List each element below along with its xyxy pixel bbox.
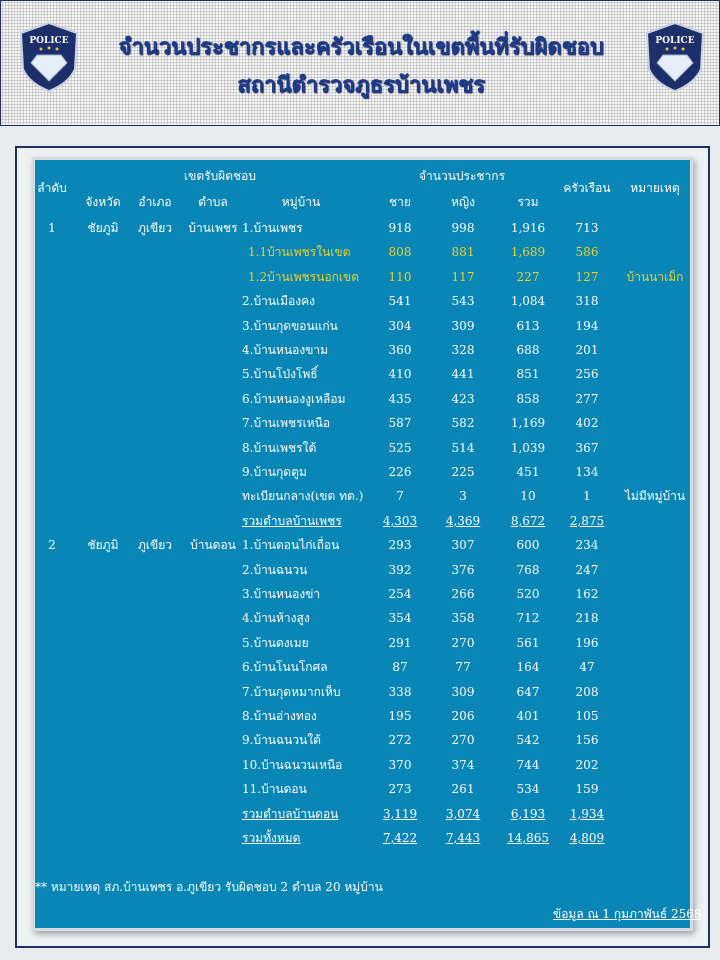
table-cell-households: 47 [579,660,595,675]
table-cell-total: 744 [516,757,540,772]
table-cell-male: 354 [388,611,412,626]
table-cell-female: 117 [451,269,475,284]
table-cell-village: 1.2บ้านเพชรนอกเขต [248,269,360,284]
table-cell-total: 561 [516,635,540,650]
table-cell-households: 318 [575,294,599,309]
table-cell-male: 525 [388,440,412,455]
header-area-group: เขตรับผิดชอบ [184,169,256,183]
table-cell-village: รวมตำบลบ้านเพชร [242,513,342,528]
table-cell-male: 293 [388,538,412,553]
table-cell-female: 7,443 [445,831,481,845]
header-subdistrict: ตำบล [198,195,228,209]
table-cell-households: 202 [575,757,599,772]
table-cell-households: 105 [575,709,599,723]
table-cell-male: 195 [388,709,412,723]
table-cell-male: 110 [388,269,412,284]
table-cell-male: 435 [388,391,412,406]
table-cell-households: 586 [575,245,599,260]
table-cell-households: 162 [575,587,599,601]
table-cell-households: 1,934 [569,806,605,821]
table-cell-female: 358 [451,611,475,626]
data-date: ข้อมูล ณ 1 กุมภาพันธ์ 2568 [553,907,702,921]
table-cell-village: 1.1บ้านเพชรในเขต [248,245,351,260]
table-cell-households: 156 [575,733,599,748]
population-table [35,160,702,928]
table-cell-subdistrict: บ้านดอน [190,538,236,553]
table-cell-province: ชัยภูมิ [87,221,119,235]
table-cell-female: 376 [451,562,475,577]
table-cell-village: 11.บ้านดอน [242,782,307,797]
table-cell-female: 881 [451,245,475,260]
table-cell-female: 309 [451,318,475,333]
table-cell-male: 370 [388,757,412,772]
table-cell-households: 218 [575,611,599,626]
table-cell-female: 3,074 [445,806,481,821]
header-total: รวม [517,195,539,209]
table-cell-female: 328 [451,343,475,357]
table-cell-households: 247 [575,562,599,577]
table-cell-village: ทะเบียนกลาง(เขต ทต.) [242,489,364,504]
table-cell-male: 392 [388,562,412,577]
table-cell-total: 600 [516,538,540,553]
table-cell-households: 4,809 [569,831,605,845]
header-population-group: จำนวนประชากร [418,169,506,183]
table-cell-male: 254 [388,587,412,601]
table-cell-village: 4.บ้านห้างสูง [242,611,310,626]
table-cell-village: 2.บ้านเมืองคง [242,294,315,309]
svg-text:POLICE: POLICE [655,36,695,46]
table-cell-village: 4.บ้านหนองขาม [242,343,329,357]
table-cell-village: 3.บ้านกุดขอนแก่น [242,318,338,333]
table-cell-female: 543 [451,294,475,309]
table-cell-male: 87 [392,660,408,675]
table-cell-male: 3,119 [382,806,418,821]
table-cell-female: 307 [451,538,475,553]
table-cell-order: 2 [48,538,56,553]
table-cell-village: 9.บ้านฉนวนใต้ [242,733,321,748]
table-cell-male: 273 [388,782,412,797]
table-cell-total: 451 [516,465,540,479]
svg-text:POLICE: POLICE [29,36,69,46]
table-cell-total: 227 [516,269,540,284]
table-cell-village: 3.บ้านหนองข่า [242,587,321,601]
table-cell-female: 261 [451,782,475,797]
table-cell-female: 3 [459,489,467,504]
table-cell-total: 647 [516,684,540,699]
table-cell-male: 291 [388,635,412,650]
header-village: หมู่บ้าน [281,195,321,209]
footer-note: ** หมายเหตุ สภ.บ้านเพชร อ.ภูเขียว รับผิดชอบ 2 ตำบล 20 หมู่บ้าน [35,880,383,894]
table-cell-female: 270 [451,635,475,650]
table-cell-female: 77 [455,660,471,675]
table-cell-total: 1,689 [510,245,546,260]
table-cell-village: 2.บ้านฉนวน [242,562,308,577]
table-cell-households: 134 [575,465,599,479]
table-cell-male: 918 [388,221,412,235]
table-cell-male: 360 [388,343,412,357]
table-cell-total: 14,865 [507,831,549,845]
table-cell-total: 10 [520,489,536,504]
table-cell-households: 194 [575,318,599,333]
table-cell-male: 541 [388,294,412,309]
table-cell-total: 1,084 [510,294,546,309]
table-cell-total: 6,193 [510,806,546,821]
page-title: จำนวนประชากรและครัวเรือนในเขตพื้นที่รับผิดชอบ [118,35,604,60]
table-cell-male: 272 [388,733,412,748]
table-cell-total: 613 [516,318,540,333]
police-badge-icon [645,21,705,93]
header-male: ชาย [389,195,411,209]
table-cell-male: 410 [388,367,412,382]
table-cell-female: 206 [451,709,475,723]
table-cell-subdistrict: บ้านเพชร [188,221,238,235]
table-cell-female: 4,369 [445,513,481,528]
header-province: จังหวัด [85,195,121,209]
table-cell-female: 270 [451,733,475,748]
table-cell-village: 1.บ้านดอนไก่เถื่อน [242,538,340,553]
table-cell-female: 514 [451,440,475,455]
table-cell-village: 10.บ้านฉนวนเหนือ [242,757,343,772]
table-cell-total: 1,169 [510,416,546,431]
table-cell-village: 5.บ้านดงเมย [242,635,309,650]
table-cell-female: 998 [451,221,475,235]
table-cell-households: 159 [575,782,599,797]
table-cell-district: ภูเขียว [138,221,172,235]
table-cell-households: 201 [575,343,599,357]
table-cell-total: 542 [516,733,540,748]
table-cell-households: 367 [575,440,599,455]
table-cell-households: 1 [583,489,591,504]
table-cell-total: 768 [516,562,540,577]
table-cell-households: 127 [575,269,599,284]
table-cell-total: 858 [516,391,540,406]
table-cell-male: 304 [388,318,412,333]
table-cell-households: 256 [575,367,599,382]
table-cell-village: 7.บ้านกุดหมากเห็บ [242,684,341,699]
table-cell-male: 7,422 [382,831,418,845]
table-cell-remark: ไม่มีหมู่บ้าน [624,489,686,504]
table-cell-total: 401 [516,709,540,723]
table-cell-male: 587 [388,416,412,431]
table-cell-households: 402 [575,416,599,431]
table-cell-total: 851 [516,367,540,382]
table-cell-total: 164 [516,660,540,675]
table-cell-households: 713 [575,221,599,235]
table-cell-village: 9.บ้านกุดตูม [242,465,307,479]
table-cell-households: 208 [575,684,599,699]
table-cell-male: 7 [396,489,404,504]
table-cell-remark: บ้านนาเม็ก [626,269,684,284]
table-cell-households: 196 [575,635,599,650]
header-households: ครัวเรือน [563,181,611,195]
table-cell-total: 1,039 [510,440,546,455]
table-cell-male: 338 [388,684,412,699]
table-cell-female: 582 [451,416,475,431]
table-cell-district: ภูเขียว [138,538,172,553]
table-cell-female: 441 [451,367,475,382]
table-cell-female: 423 [451,391,475,406]
table-cell-female: 266 [451,587,475,601]
header-order: ลำดับ [37,181,67,195]
table-cell-households: 2,875 [569,513,605,528]
table-cell-total: 8,672 [510,513,546,528]
table-cell-female: 374 [451,757,475,772]
table-cell-village: 6.บ้านหนองงูเหลือม [242,391,346,406]
header-remark: หมายเหตุ [630,181,680,195]
table-cell-village: รวมทั้งหมด [242,831,301,845]
table-cell-total: 534 [516,782,540,797]
table-cell-total: 1,916 [510,221,546,235]
table-cell-village: 8.บ้านอ่างทอง [242,709,317,723]
page-header [0,0,720,126]
table-cell-male: 226 [388,465,412,479]
table-cell-village: รวมตำบลบ้านดอน [242,806,339,821]
table-cell-female: 309 [451,684,475,699]
table-cell-village: 5.บ้านโป่งโพธิ์ [242,367,318,382]
table-cell-village: 7.บ้านเพชรเหนือ [242,416,331,431]
table-cell-village: 8.บ้านเพชรใต้ [242,440,317,455]
table-cell-total: 688 [516,343,540,357]
table-cell-village: 6.บ้านโนนโกศล [242,660,328,675]
table-cell-province: ชัยภูมิ [87,538,119,553]
table-cell-village: 1.บ้านเพชร [242,221,303,235]
table-cell-order: 1 [48,221,56,235]
table-cell-total: 712 [516,611,540,626]
table-cell-male: 4,303 [382,513,418,528]
page-subtitle: สถานีตำรวจภูธรบ้านเพชร [237,73,485,98]
table-cell-female: 225 [451,465,475,479]
header-district: อำเภอ [138,195,172,209]
police-badge-icon [19,21,79,93]
header-female: หญิง [451,195,475,209]
table-cell-households: 277 [575,391,599,406]
table-cell-male: 808 [388,245,412,260]
table-cell-households: 234 [575,538,599,553]
table-cell-total: 520 [516,587,540,601]
